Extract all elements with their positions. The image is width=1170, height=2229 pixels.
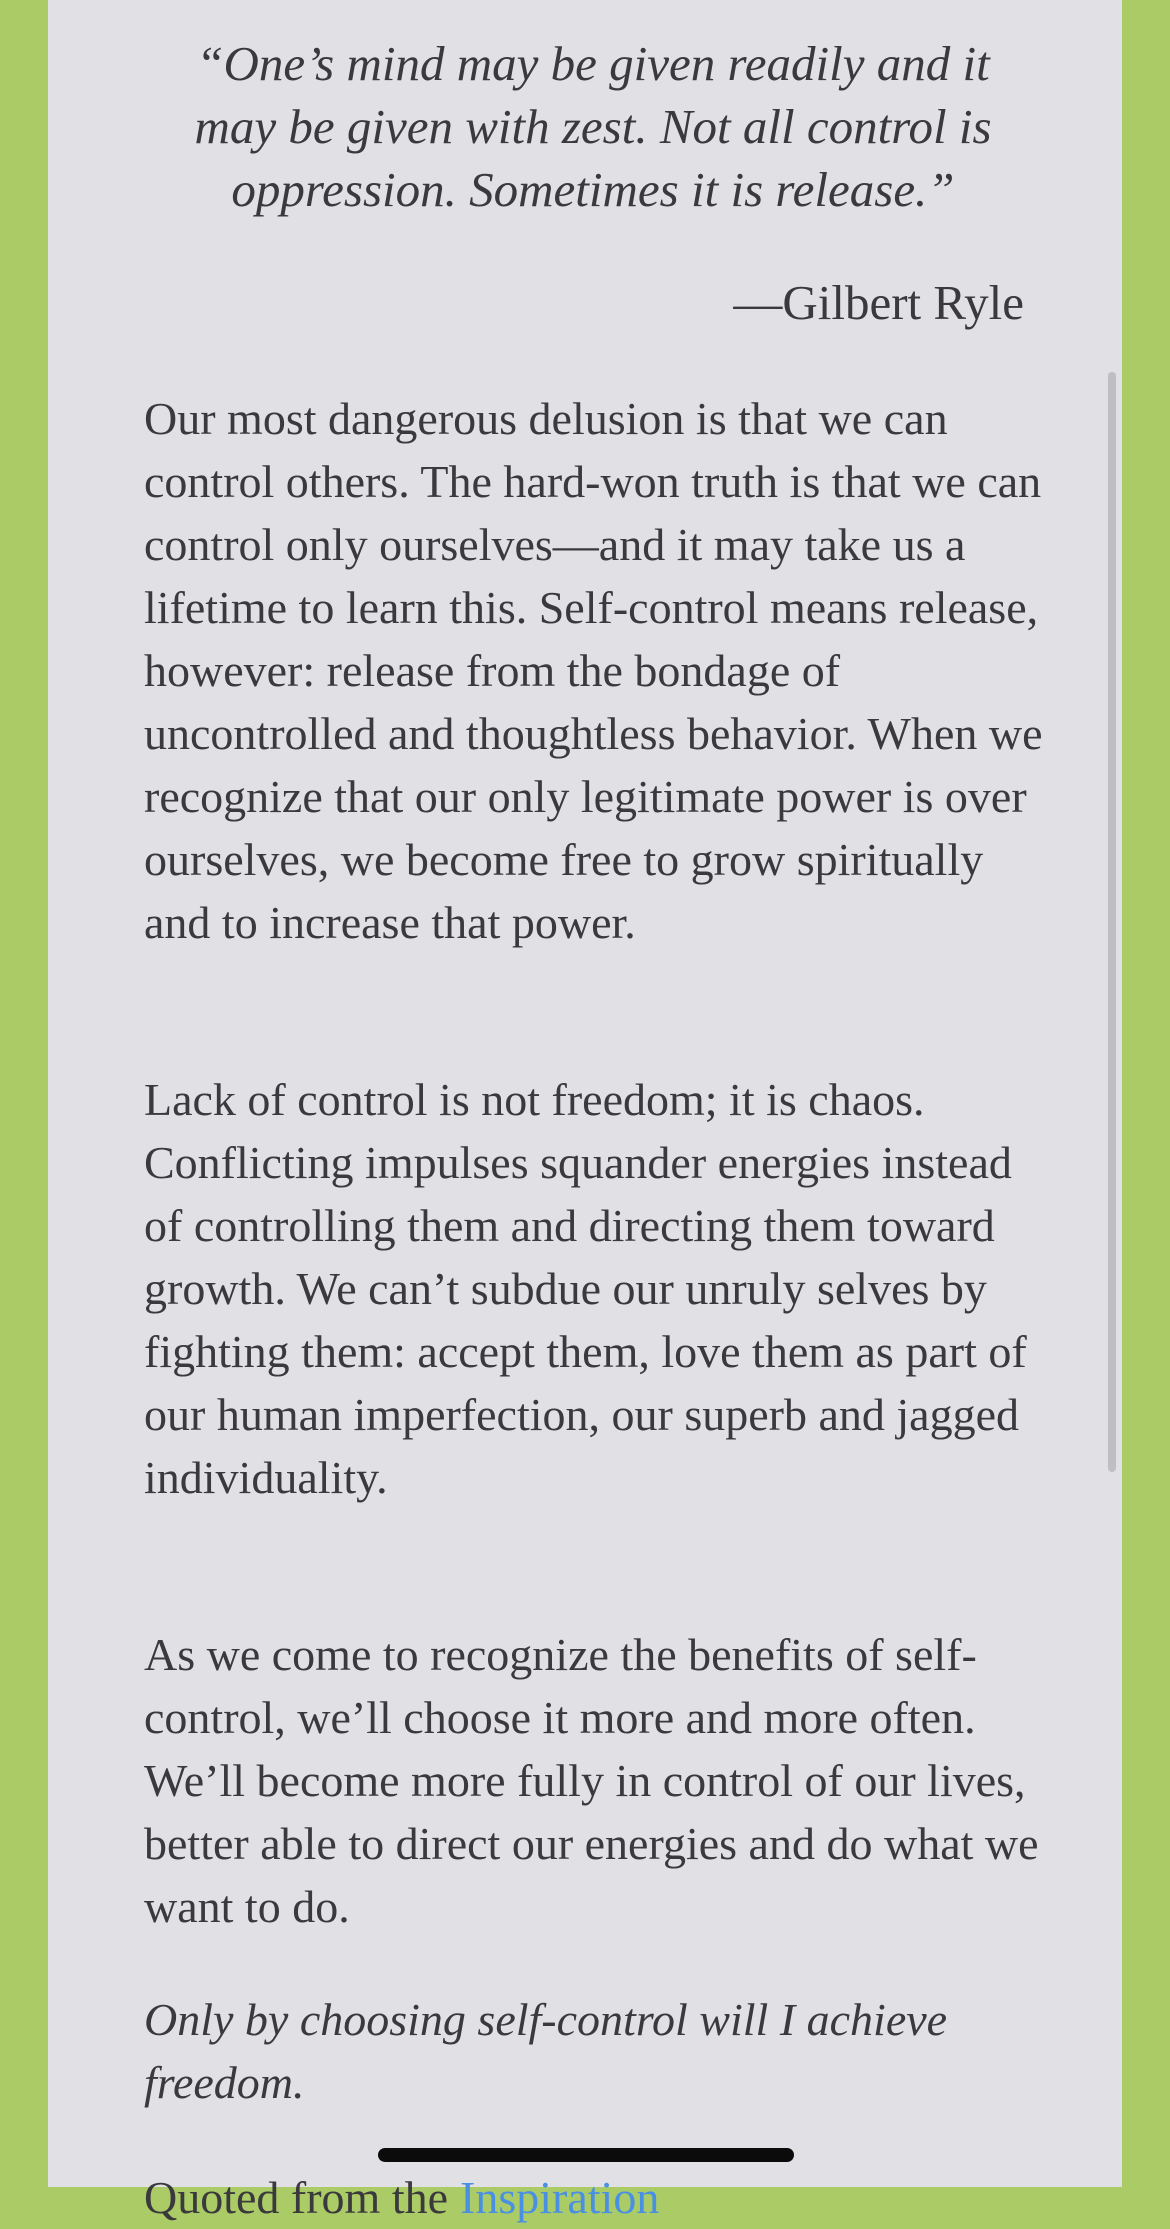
source-link[interactable]: Inspiration	[460, 2172, 660, 2223]
reading-paragraph: Lack of control is not freedom; it is chaos. Conflicting impulses squander energies instead of controlling them and directing them toward growth. We can’t subdue our unruly selves by fighting them: accept them, love them as part of our human imperfection, our superb and jagged individuality.	[144, 1074, 1027, 1503]
source-line	[144, 2166, 1044, 2229]
reading-card	[48, 0, 1122, 2223]
reading-paragraph: Our most dangerous delusion is that we can control others. The hard-won truth is that we can control only ourselves—and it may take us a lifetime to learn this. Self-control means release, however: release from the bondage of uncontrolled and thoughtless behavior. When we recognize that our only legitimate power is over ourselves, we become free to grow spiritually and to increase that power.	[144, 393, 1043, 948]
epigraph-quote: “One’s mind may be given readily and it may be given with zest. Not all control is oppression. Sometimes it is release.”	[194, 36, 992, 217]
daily-affirmation: Only by choosing self-control will I achieve freedom.	[144, 1994, 948, 2108]
source-prefix: Quoted from the	[144, 2172, 449, 2223]
home-indicator[interactable]	[378, 2148, 794, 2162]
reading-paragraph: As we come to recognize the benefits of self-control, we’ll choose it more and more often. We’ll become more fully in control of our lives, better able to direct our energies and do what we want to do.	[144, 1629, 1039, 1932]
scrollbar[interactable]	[1108, 372, 1116, 1472]
quote-attribution: —Gilbert Ryle	[733, 275, 1024, 330]
